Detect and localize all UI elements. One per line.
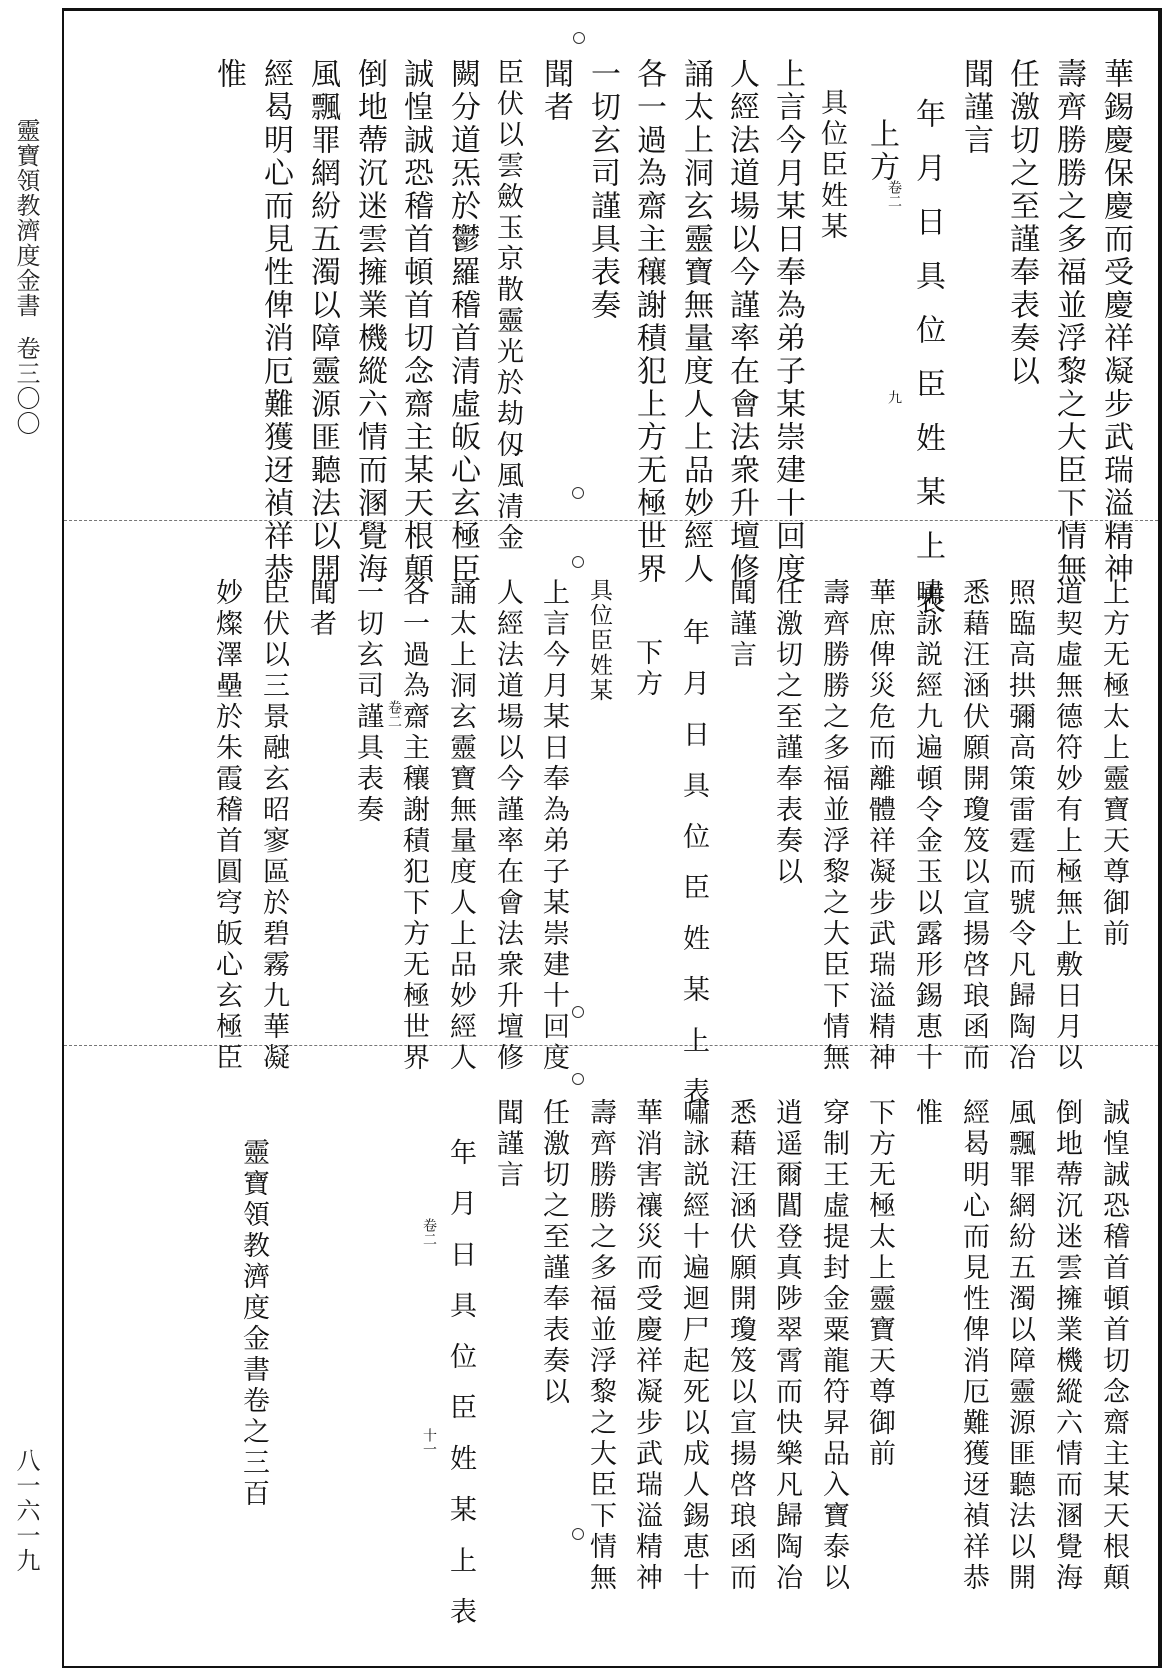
text-column: 悉藉汪涵伏願開瓊笈以宣揚啓琅函而: [725, 1098, 756, 1594]
text-column: 倒地蔕沉迷雲擁業機縱六情而溷覺海: [1051, 1098, 1082, 1594]
text-column: 聞者: [538, 58, 573, 124]
section-heading: 上方: [864, 118, 899, 184]
text-column: 壽齊勝勝之多福並浮黎之大臣下情無: [585, 1098, 616, 1594]
signature-line: 年月日具位臣姓某上表: [445, 1138, 476, 1648]
margin-page-number: 八一六一九: [12, 1448, 40, 1573]
text-column: 聞謹言: [725, 578, 756, 671]
text-column: 華錫慶保慶而受慶祥凝步武瑞溢精神: [1098, 58, 1133, 586]
text-column: 臣伏以雲斂玉京散靈光於劫仭風清金: [492, 58, 523, 554]
text-column: 誠惶誠恐稽首頓首切念齋主某天根顛: [1098, 1098, 1129, 1594]
text-column: 誦太上洞玄靈寶無量度人上品妙經人: [445, 578, 476, 1074]
fold-mark-circle: [572, 1006, 584, 1018]
text-column: 各一過為齋主穰謝積犯下方无極世界: [398, 578, 429, 1074]
section-heading: 上方无極太上靈寶天尊御前: [1098, 578, 1129, 950]
text-column: 壽齊勝勝之多福並浮黎之大臣下情無: [1051, 58, 1086, 586]
leaf-number: 十一: [421, 1428, 437, 1456]
signature-line: 年月日具位臣姓某上表: [678, 618, 709, 1128]
text-column: 一切玄司謹具表奏: [585, 58, 620, 322]
text-column: 上言今月某日奉為弟子某崇建十回度: [538, 578, 569, 1074]
text-column: 妙燦澤壘於朱霞稽首圓穹皈心玄極臣: [211, 578, 242, 1074]
text-column: 誠惶誠恐稽首頓首切念齋主某天根顛: [398, 58, 433, 586]
text-column: 人經法道場以今謹率在會法衆升壇修: [724, 58, 759, 586]
text-column: 各一過為齋主穰謝積犯上方无極世界: [631, 58, 666, 586]
text-column: 誦太上洞玄靈寶無量度人上品妙經人: [678, 58, 713, 586]
text-column: 上言今月某日奉為弟子某崇建十回度: [770, 58, 805, 586]
text-column: 具位臣姓某: [586, 578, 612, 703]
leaf-number: 九: [886, 390, 902, 404]
text-column: 照臨高拱彌高策雷霆而號令凡歸陶冶: [1004, 578, 1035, 1074]
panel-divider-1: [64, 520, 1158, 521]
text-column: 嘯詠説經九遍頓令金玉以露形錫恵十: [911, 578, 942, 1074]
text-column: 道契虛無德符妙有上極無上敷日月以: [1051, 578, 1082, 1074]
text-column: 穿制王虛提封金粟龍符昇品入寶泰以: [818, 1098, 849, 1594]
text-column: 聞謹言: [492, 1098, 523, 1191]
text-column: 壽齊勝勝之多福並浮黎之大臣下情無: [818, 578, 849, 1074]
text-column: 倒地蔕沉迷雲擁業機縱六情而溷覺海: [352, 58, 387, 586]
fold-mark-circle: [573, 32, 585, 44]
signature-line: 年月日具位臣姓某上表: [910, 98, 945, 638]
text-column: 風飄罪網紛五濁以障靈源匪聽法以開: [1004, 1098, 1035, 1594]
fold-mark-circle: [572, 1528, 584, 1540]
juan-marker: 卷二: [886, 180, 902, 208]
text-column: 臣伏以三景融玄昭寥區於碧霧九華凝: [258, 578, 289, 1074]
text-column: 聞謹言: [958, 58, 993, 157]
fold-mark-circle: [572, 487, 584, 499]
text-column: 任激切之至謹奉表奏以: [538, 1098, 569, 1408]
text-column: 任激切之至謹奉表奏以: [771, 578, 802, 888]
section-heading: 下方无極太上靈寶天尊御前: [864, 1098, 895, 1470]
text-column: 惟: [911, 1098, 942, 1129]
text-column: 任激切之至謹奉表奏以: [1004, 58, 1039, 388]
text-column: 人經法道場以今謹率在會法衆升壇修: [492, 578, 523, 1074]
text-column: 惟: [211, 58, 246, 91]
text-column: 一切玄司謹具表奏: [352, 578, 383, 826]
chapter-end-title: 靈寶領教濟度金書卷之三百: [238, 1138, 269, 1510]
text-column: 華庶俾災危而離體祥凝步武瑞溢精神: [864, 578, 895, 1074]
juan-marker: 卷二: [421, 1218, 437, 1246]
fold-mark-circle: [572, 1073, 584, 1085]
text-column: 聞者: [305, 578, 336, 640]
fold-mark-circle: [572, 556, 584, 568]
juan-marker: 卷二: [386, 700, 402, 728]
text-column: 逍遥爾閶登真陟翠霄而快樂凡歸陶冶: [771, 1098, 802, 1594]
text-column: 華消害禳災而受慶祥凝步武瑞溢精神: [631, 1098, 662, 1594]
text-column: 闕分道炁於鬱羅稽首清虛皈心玄極臣: [445, 58, 480, 586]
text-column: 悉藉汪涵伏願開瓊笈以宣揚啓琅函而: [958, 578, 989, 1074]
text-column: 經曷明心而見性俾消厄難獲迓禎祥恭: [958, 1098, 989, 1594]
text-column: 具位臣姓某: [816, 88, 847, 243]
section-heading: 下方: [631, 638, 662, 700]
text-column: 風飄罪網紛五濁以障靈源匪聽法以開: [305, 58, 340, 586]
text-column: 經曷明心而見性俾消厄難獲迓禎祥恭: [258, 58, 293, 586]
margin-book-title: 靈寶領教濟度金書卷三〇〇: [12, 118, 40, 436]
text-column: 嘯詠説經十遍迴尸起死以成人錫恵十: [678, 1098, 709, 1594]
